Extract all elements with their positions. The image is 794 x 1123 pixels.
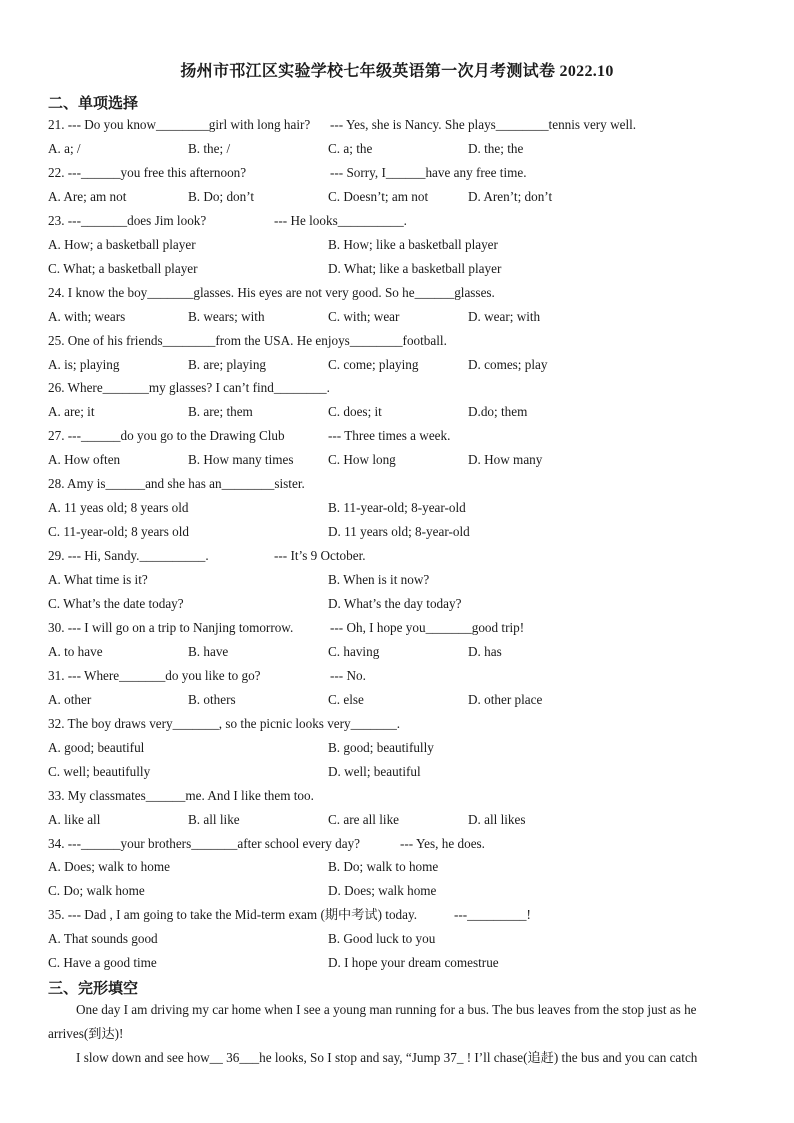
option-a[interactable]: A. other [48,691,92,707]
option-a[interactable]: A. is; playing [48,356,120,372]
option-b[interactable]: B. have [188,643,229,659]
response-text: --- Yes, he does. [400,835,485,851]
option-a[interactable]: A. a; / [48,140,81,156]
page-title: 扬州市邗江区实验学校七年级英语第一次月考测试卷 2022.10 [180,63,614,80]
option-b[interactable]: B. Good luck to you [328,931,436,947]
option-d[interactable]: D. Aren’t; don’t [468,188,553,204]
option-c[interactable]: C. else [328,691,364,707]
option-b[interactable]: B. good; beautifully [328,739,434,755]
response-text: ---_________! [454,907,531,923]
question-text: 30. --- I will go on a trip to Nanjing tomorrow. [48,619,294,635]
response-text: --- Three times a week. [328,428,451,444]
option-a[interactable]: A. are; it [48,404,95,420]
option-a[interactable]: A. How; a basketball player [48,236,196,252]
option-b[interactable]: B. Do; walk to home [328,859,439,875]
option-d[interactable]: D. What; like a basketball player [328,260,502,276]
question-text: 26. Where_______my glasses? I can’t find________. [48,380,330,396]
option-b[interactable]: B. the; / [188,140,231,156]
option-c[interactable]: C. Do; walk home [48,883,145,899]
option-c[interactable]: C. What; a basketball player [48,260,198,276]
option-b[interactable]: B. are; playing [188,356,267,372]
option-a[interactable]: A. with; wears [48,308,126,324]
response-text: --- Yes, she is Nancy. She plays________tennis very well. [330,117,637,132]
passage-paragraph: One day I am driving my car home when I see a young man running for a bus. The bus leaves from the stop just as he arrives(到达)! [48,1002,697,1041]
response-text: --- No. [330,667,366,683]
option-c[interactable]: C. well; beautifully [48,763,151,779]
option-d[interactable]: D. 11 years old; 8-year-old [328,524,470,540]
option-c[interactable]: C. a; the [328,140,373,156]
question-text: 24. I know the boy_______glasses. His eyes are not very good. So he______glasses. [48,284,495,300]
option-b[interactable]: B. all like [188,811,240,827]
option-c[interactable]: C. come; playing [328,356,419,372]
option-b[interactable]: B. 11-year-old; 8-year-old [328,500,466,516]
response-text: --- It’s 9 October. [274,548,366,564]
option-c[interactable]: C. having [328,643,380,659]
question-text: 33. My classmates______me. And I like them too. [48,787,314,803]
option-d[interactable]: D. I hope your dream comestrue [328,955,499,971]
response-text: --- Oh, I hope you_______good trip! [330,619,525,635]
option-c[interactable]: C. What’s the date today? [48,596,184,611]
option-d[interactable]: D.do; them [468,404,528,420]
question-text: 21. --- Do you know________girl with long hair? [48,117,311,132]
option-a[interactable]: A. Does; walk to home [48,859,170,875]
option-a[interactable]: A. good; beautiful [48,739,145,755]
option-d[interactable]: D. other place [468,691,543,707]
question-text: 31. --- Where_______do you like to go? [48,667,261,683]
option-b[interactable]: B. How many times [188,452,294,468]
option-c[interactable]: C. 11-year-old; 8 years old [48,524,189,540]
option-b[interactable]: B. How; like a basketball player [328,236,498,252]
section-heading-cloze: 三、完形填空 [48,981,139,997]
question-text: 25. One of his friends________from the USA. He enjoys________football. [48,332,447,348]
option-d[interactable]: D. Does; walk home [328,883,437,899]
question-text: 27. ---______do you go to the Drawing Club [48,428,285,444]
response-text: --- He looks__________. [274,212,407,228]
option-b[interactable]: B. are; them [188,404,253,420]
option-b[interactable]: B. wears; with [188,308,265,324]
section-heading-multiple-choice: 二、单项选择 [48,96,139,112]
option-a[interactable]: A. like all [48,811,101,827]
passage-paragraph: I slow down and see how__ 36___he looks, So I stop and say, “Jump 37_ ! I’ll chase(追赶) the bus and you can catch [76,1050,698,1065]
question-text: 34. ---______your brothers_______after school every day? [48,835,361,851]
option-d[interactable]: D. What’s the day today? [328,596,462,611]
option-d[interactable]: D. wear; with [468,308,541,324]
option-a[interactable]: A. How often [48,452,121,468]
option-c[interactable]: C. are all like [328,811,400,827]
option-b[interactable]: B. others [188,691,236,707]
option-d[interactable]: D. all likes [468,811,526,827]
option-c[interactable]: C. does; it [328,404,382,420]
option-a[interactable]: A. What time is it? [48,572,148,588]
option-c[interactable]: C. How long [328,452,396,468]
option-a[interactable]: A. That sounds good [48,931,158,947]
response-text: --- Sorry, I______have any free time. [330,164,527,180]
option-d[interactable]: D. How many [468,452,543,468]
option-a[interactable]: A. to have [48,643,103,659]
question-text: 32. The boy draws very_______, so the picnic looks very_______. [48,715,401,731]
option-a[interactable]: A. Are; am not [48,188,127,204]
option-c[interactable]: C. Have a good time [48,955,157,971]
option-a[interactable]: A. 11 yeas old; 8 years old [48,500,189,516]
question-text: 28. Amy is______and she has an________sister. [48,476,305,492]
option-c[interactable]: C. Doesn’t; am not [328,188,429,204]
question-text: 22. ---______you free this afternoon? [48,164,247,180]
question-text: 23. ---_______does Jim look? [48,212,207,228]
option-d[interactable]: D. well; beautiful [328,763,421,779]
option-d[interactable]: D. comes; play [468,356,548,372]
question-text: 29. --- Hi, Sandy.__________. [48,548,209,564]
option-b[interactable]: B. When is it now? [328,572,430,588]
option-d[interactable]: D. has [468,643,502,659]
option-b[interactable]: B. Do; don’t [188,188,255,204]
option-d[interactable]: D. the; the [468,140,524,156]
question-text: 35. --- Dad , I am going to take the Mid-term exam (期中考试) today. [48,907,418,923]
option-c[interactable]: C. with; wear [328,308,400,324]
